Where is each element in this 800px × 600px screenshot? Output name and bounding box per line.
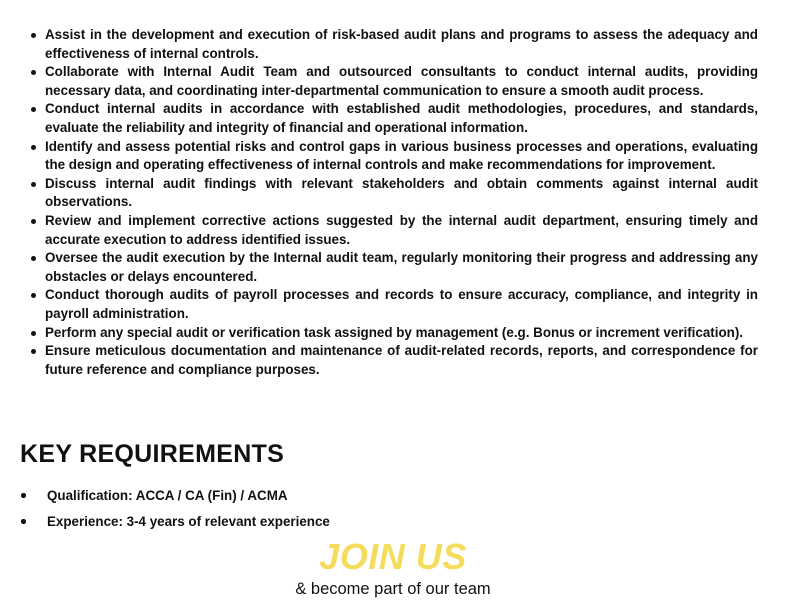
responsibility-item: Perform any special audit or verification task assigned by management (e.g. Bonus or increment verification). [28, 324, 758, 343]
responsibility-item: Collaborate with Internal Audit Team and outsourced consultants to conduct internal audits, providing necessary data, and coordinating inter-departmental communication to ensure a smooth audit process. [28, 63, 758, 100]
responsibility-item: Review and implement corrective actions suggested by the internal audit department, ensuring timely and accurate execution to address identified issues. [28, 212, 758, 249]
key-requirements-heading: KEY REQUIREMENTS [20, 440, 285, 468]
responsibility-item: Assist in the development and execution of risk-based audit plans and programs to assess the adequacy and effectiveness of internal controls. [28, 26, 758, 63]
requirement-qualification: Qualification: ACCA / CA (Fin) / ACMA [20, 487, 330, 504]
responsibility-item: Identify and assess potential risks and control gaps in various business processes and operations, evaluating the design and operating effectiveness of internal controls and make recommendations for improvement. [28, 138, 758, 175]
responsibility-item: Oversee the audit execution by the Internal audit team, regularly monitoring their progress and addressing any obstacles or delays encountered. [28, 249, 758, 286]
responsibility-item: Conduct thorough audits of payroll processes and records to ensure accuracy, compliance, and integrity in payroll administration. [28, 286, 758, 323]
responsibilities-list [28, 26, 758, 379]
join-us-tagline: & become part of our team [295, 580, 491, 598]
requirement-experience: Experience: 3-4 years of relevant experience [20, 513, 330, 530]
responsibility-item: Conduct internal audits in accordance with established audit methodologies, procedures, and standards, evaluate the reliability and integrity of financial and operational information. [28, 100, 758, 137]
key-requirements-list [20, 487, 330, 539]
join-us-headline: JOIN US [319, 536, 467, 577]
responsibility-item: Ensure meticulous documentation and maintenance of audit-related records, reports, and correspondence for future reference and compliance purposes. [28, 342, 758, 379]
responsibility-item: Discuss internal audit findings with relevant stakeholders and obtain comments against internal audit observations. [28, 175, 758, 212]
